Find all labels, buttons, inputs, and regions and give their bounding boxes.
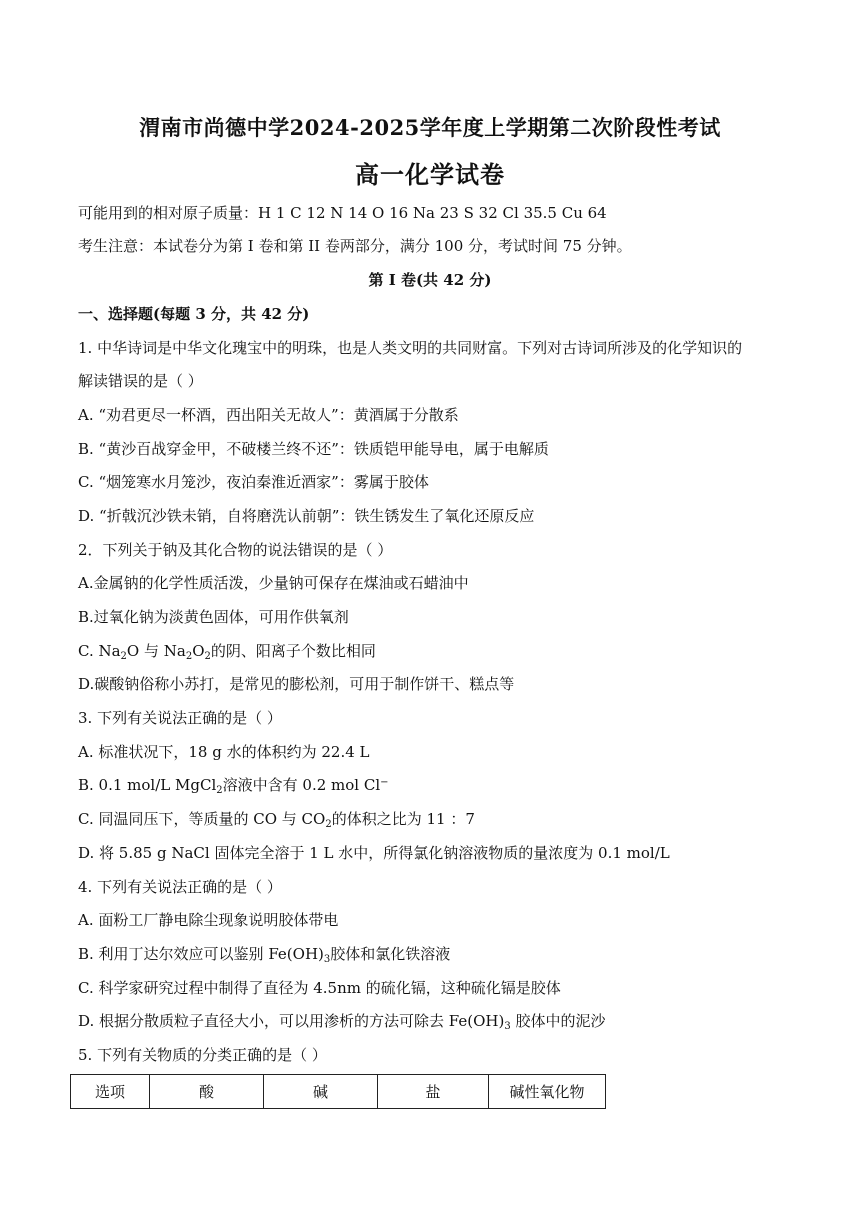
atomic-masses-note: 可能用到的相对原子质量：H 1 C 12 N 14 O 16 Na 23 S 32 Cl 35.5 Cu 64 — [78, 204, 607, 222]
q1-stem-line1: 1. 中华诗词是中华文化瑰宝中的明珠，也是人类文明的共同财富。下列对古诗词所涉及的化学知识的 — [78, 339, 743, 357]
q1-option-d: D. “折戟沉沙铁未销，自将磨洗认前朝”：铁生锈发生了氧化还原反应 — [78, 507, 535, 525]
q4-stem: 4. 下列有关说法正确的是（ ） — [78, 878, 282, 896]
volume-title: 第 I 卷(共 42 分) — [368, 271, 492, 289]
table-header-salt: 盐 — [378, 1075, 489, 1109]
q3-option-c: C. 同温同压下，等质量的 CO 与 $CO_2$的体积之比为 11 ：7 — [78, 810, 475, 830]
part-title: 一、选择题(每题 3 分，共 42 分) — [78, 305, 310, 323]
q4-option-d: D. 根据分散质粒子直径大小，可以用渗析的方法可除去 $Fe(OH)_3$ 胶体中的泥沙 — [78, 1012, 606, 1032]
q5-classification-table — [70, 1074, 606, 1109]
q3-option-a: A. 标准状况下，18 g 水的体积约为 22.4 L — [78, 743, 370, 761]
q4-option-b: B. 利用丁达尔效应可以鉴别 $Fe(OH)_3$胶体和氯化铁溶液 — [78, 945, 451, 965]
q1-option-b: B. “黄沙百战穿金甲，不破楼兰终不还”：铁质铠甲能导电，属于电解质 — [78, 440, 549, 458]
table-header-basic-oxide: 碱性氧化物 — [489, 1075, 606, 1109]
exam-subtitle: 高一化学试卷 — [355, 160, 505, 189]
table-header-base: 碱 — [264, 1075, 378, 1109]
q2-option-d: D.碳酸钠俗称小苏打，是常见的膨松剂，可用于制作饼干、糕点等 — [78, 675, 515, 693]
q3-option-d: D. 将 5.85 g NaCl 固体完全溶于 1 L 水中，所得氯化钠溶液物质的量浓度为 0.1 mol/L — [78, 844, 670, 862]
q1-stem-line2: 解读错误的是（ ） — [78, 372, 203, 390]
q2-option-c: C. $Na_2O$ 与 $Na_2O_2$的阴、阳离子个数比相同 — [78, 642, 376, 662]
q2-option-a: A.金属钠的化学性质活泼，少量钠可保存在煤油或石蜡油中 — [78, 574, 469, 592]
table-header-acid: 酸 — [150, 1075, 264, 1109]
q4-option-c: C. 科学家研究过程中制得了直径为 4.5nm 的硫化镉，这种硫化镉是胶体 — [78, 979, 561, 997]
q2-stem: 2．下列关于钠及其化合物的说法错误的是（ ） — [78, 541, 393, 559]
exam-title: 渭南市尚德中学2024-2025学年度上学期第二次阶段性考试 — [139, 115, 721, 140]
q3-stem: 3. 下列有关说法正确的是（ ） — [78, 709, 282, 727]
exam-notice: 考生注意：本试卷分为第 I 卷和第 II 卷两部分，满分 100 分，考试时间 75 分钟。 — [78, 237, 632, 255]
q4-option-a: A. 面粉工厂静电除尘现象说明胶体带电 — [78, 911, 339, 929]
q3-option-b: B. 0.1 mol/L MgCl$_2$溶液中含有 0.2 mol Cl− — [78, 776, 389, 796]
q5-stem: 5. 下列有关物质的分类正确的是（ ） — [78, 1046, 327, 1064]
table-header-row — [71, 1075, 606, 1109]
q2-option-b: B.过氧化钠为淡黄色固体，可用作供氧剂 — [78, 608, 349, 626]
q1-option-a: A. “劝君更尽一杯酒，西出阳关无故人”：黄酒属于分散系 — [78, 406, 459, 424]
table-header-option: 选项 — [71, 1075, 150, 1109]
q1-option-c: C. “烟笼寒水月笼沙，夜泊秦淮近酒家”：雾属于胶体 — [78, 473, 429, 491]
